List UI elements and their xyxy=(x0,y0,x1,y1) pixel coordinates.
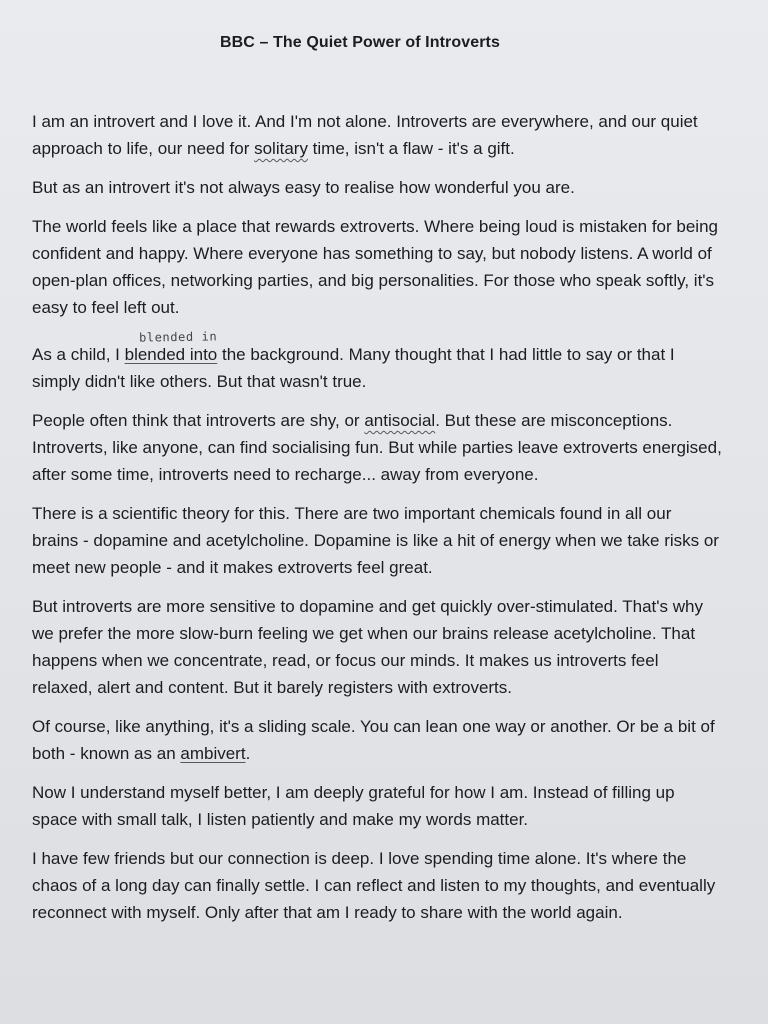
underlined-word-antisocial: antisocial xyxy=(364,411,436,430)
paragraph-8-text-b: . xyxy=(245,744,251,763)
underlined-phrase-blended-into: blended into xyxy=(124,345,218,364)
paragraph-2: But as an introvert it's not always easy to realise how wonderful you are. xyxy=(32,178,575,197)
handwritten-note: blended in xyxy=(138,329,217,345)
document-body xyxy=(32,108,722,938)
paragraph-4 xyxy=(32,329,722,395)
underlined-word-ambivert: ambivert xyxy=(180,744,246,763)
document-title: BBC – The Quiet Power of Introverts xyxy=(220,34,500,51)
paragraph-4-text-b: the background. Many thought that I had little to say or that I simply didn't like others. But that wasn't true. xyxy=(32,345,675,391)
paragraph-9: Now I understand myself better, I am deeply grateful for how I am. Instead of filling up space with small talk, I listen patiently and make my words matter. xyxy=(32,783,675,829)
paragraph-6: There is a scientific theory for this. There are two important chemicals found in all our brains - dopamine and acetylcholine. Dopamine is like a hit of energy when we take risks or meet new people - and it makes extroverts feel great. xyxy=(32,504,719,577)
paragraph-7: But introverts are more sensitive to dopamine and get quickly over-stimulated. That's why we prefer the more slow-burn feeling we get when our brains release acetylcholine. That happens when we concentrate, read, or focus our minds. It makes us introverts feel relaxed, alert and content. But it barely registers with extroverts. xyxy=(32,597,703,697)
paragraph-1-text-a: I am an introvert and I love it. And I'm not alone. Introverts are everywhere, and our quiet approach to life, our need for xyxy=(32,112,698,158)
paragraph-5-text-a: People often think that introverts are shy, or xyxy=(32,411,365,430)
paragraph-8 xyxy=(32,713,722,767)
paragraph-5-text-b: . But these are misconceptions. Introverts, like anyone, can find socialising fun. But while parties leave extroverts energised, after some time, introverts need to recharge... away from everyone. xyxy=(32,411,722,484)
paragraph-10: I have few friends but our connection is deep. I love spending time alone. It's where the chaos of a long day can finally settle. I can reflect and listen to my thoughts, and eventually reconnect with myself. Only after that am I ready to share with the world again. xyxy=(32,849,716,922)
paragraph-5 xyxy=(32,407,722,488)
paragraph-3: The world feels like a place that rewards extroverts. Where being loud is mistaken for being confident and happy. Where everyone has something to say, but nobody listens. A world of open-plan offices, networking parties, and big personalities. For those who speak softly, it's easy to feel left out. xyxy=(32,217,718,317)
paragraph-8-text-a: Of course, like anything, it's a sliding scale. You can lean one way or another. Or be a bit of both - known as an xyxy=(32,717,715,763)
annotated-phrase xyxy=(124,329,218,368)
paragraph-4-text-a: As a child, I xyxy=(32,345,125,364)
paragraph-1-text-b: time, isn't a flaw - it's a gift. xyxy=(307,139,515,158)
underlined-word-solitary: solitary xyxy=(254,139,308,158)
paragraph-1 xyxy=(32,108,722,162)
